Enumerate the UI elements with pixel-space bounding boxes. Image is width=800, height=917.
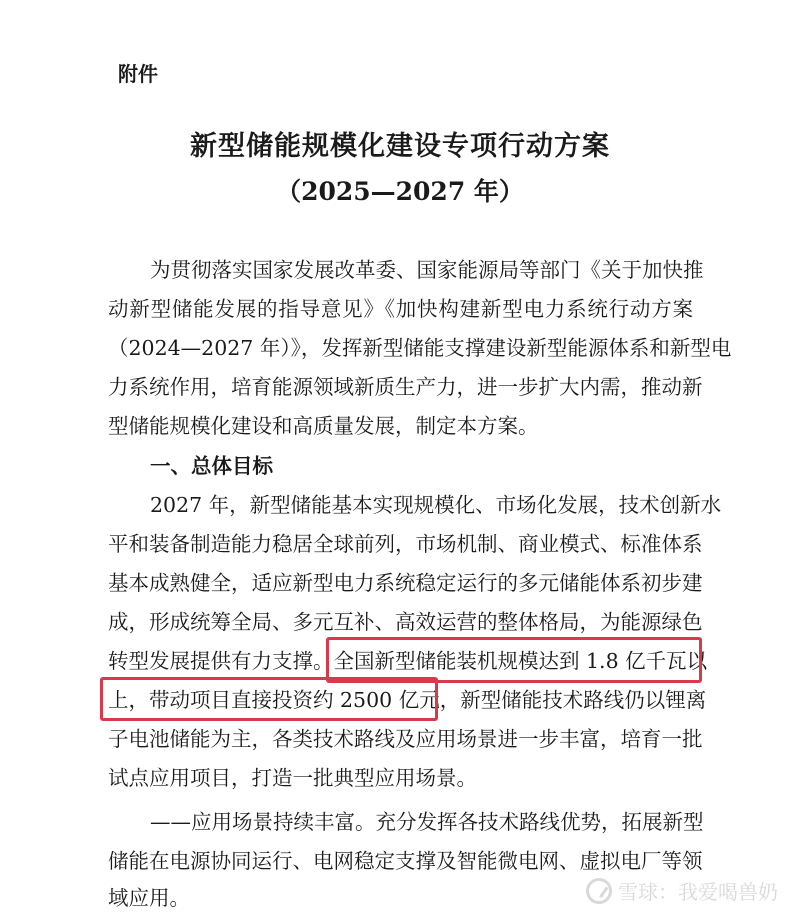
- watermark-text: 雪球：我爱喝兽奶: [618, 880, 778, 904]
- goal-line: 子电池储能为主，各类技术路线及应用场景进一步丰富，培育一批: [108, 727, 703, 751]
- section-heading: 一、总体目标: [150, 454, 273, 478]
- watermark: [586, 876, 778, 905]
- intro-line: 型储能规模化建设和高质量发展，制定本方案。: [108, 414, 539, 438]
- scenario-line: 储能在电源协同运行、电网稳定支撑及智能微电网、虚拟电厂等领: [108, 849, 703, 873]
- intro-line: （2024—2027 年）》，发挥新型储能支撑建设新型能源体系和新型电: [108, 336, 732, 360]
- goal-line: 转型发展提供有力支撑。全国新型储能装机规模达到 1.8 亿千瓦以: [108, 649, 708, 673]
- intro-line: 力系统作用，培育能源领域新质生产力，进一步扩大内需，推动新: [108, 375, 703, 399]
- goal-line: 成，形成统筹全局、多元互补、高效运营的整体格局，为能源绿色: [108, 610, 703, 634]
- snowball-logo-icon: [586, 878, 612, 904]
- document-title: 新型储能规模化建设专项行动方案: [190, 131, 610, 162]
- highlight-box-bottom: [100, 677, 438, 721]
- scenario-line: 域应用。: [108, 886, 190, 910]
- goal-line: 试点应用项目，打造一批典型应用场景。: [108, 766, 477, 790]
- document-subtitle: （2025—2027 年）: [276, 177, 524, 206]
- goal-line: 平和装备制造能力稳居全球前列，市场机制、商业模式、标准体系: [108, 532, 703, 556]
- goal-line: 2027 年，新型储能基本实现规模化、市场化发展，技术创新水: [150, 493, 722, 517]
- intro-line: 动新型储能发展的指导意见》《加快构建新型电力系统行动方案: [108, 297, 693, 321]
- scenario-line: ——应用场景持续丰富。充分发挥各技术路线优势，拓展新型: [150, 810, 704, 834]
- attachment-label: 附件: [118, 62, 158, 86]
- goal-line: 上，带动项目直接投资约 2500 亿元，新型储能技术路线仍以锂离: [108, 688, 707, 712]
- goal-line: 基本成熟健全，适应新型电力系统稳定运行的多元储能体系初步建: [108, 571, 703, 595]
- intro-line: 为贯彻落实国家发展改革委、国家能源局等部门《关于加快推: [150, 258, 704, 282]
